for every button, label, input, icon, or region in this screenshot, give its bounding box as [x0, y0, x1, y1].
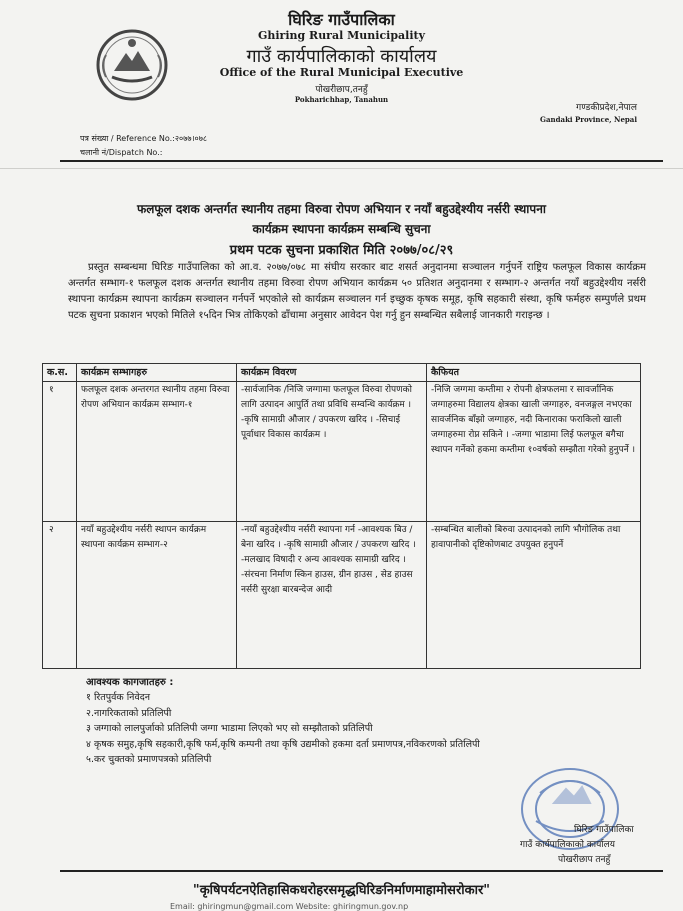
dispatch-number: चलानी नं/Dispatch No.:: [80, 148, 163, 157]
notice-title-line1: फलफूल दशक अन्तर्गत स्थानीय तहमा विरुवा रोपण अभियान र नयाँ बहुउद्देश्यीय नर्सरी स्थापना: [136, 202, 547, 216]
office-name-en: Office of the Rural Municipal Executive: [219, 66, 464, 79]
table-header-row: [43, 364, 641, 382]
address-en: Pokharichhap, Tanahun: [294, 95, 389, 104]
row-sn: २: [43, 522, 77, 669]
column-header-details: कार्यक्रम विवरण: [237, 364, 427, 382]
province-np: गण्डकीप्रदेश,नेपाल: [576, 103, 637, 113]
row-sn: १: [43, 382, 77, 522]
address-np: पोखरीछाप,तनहुँ: [315, 85, 368, 95]
footer-contact: Email: ghiringmun@gmail.com Website: ghiringmun.gov.np: [170, 902, 409, 911]
header-divider: [60, 160, 663, 162]
row-program: नयाँ बहुउद्देश्यीय नर्सरी स्थापन कार्यक्रम स्थापना कार्यक्रम सम्भाग-२: [77, 522, 237, 669]
column-header-sn: क.स.: [43, 364, 77, 382]
row-remarks: -निजि जग्गमा कम्तीमा २ रोपनी क्षेत्रफलमा र सावर्जानिक जग्गाहरुमा विद्यालय क्षेत्रका खाली जग्गाहरु, वनजङ्गल नभएका सावर्जनिक बाँझो जग्गाहरु, नदी किनाराका फराकिलो खाली जग्गाहरुमा रोप्न सकिने । -जग्गा भाडामा लिई फलफूल बगैचा स्थापन गर्नेको हकमा कम्तीमा १०वर्षको सम्झौता गरेको हुनुपर्ने ।: [427, 382, 641, 522]
notice-title-line2: कार्यक्रम स्थापना कार्यक्रम सम्बन्धि सुचना: [252, 222, 431, 236]
footer-slogan: "कृषिपर्यटनऐतिहासिकधरोहरसमृद्धघिरिङनिर्माणमाहामोसरोकार": [192, 883, 491, 898]
notice-publish-date: प्रथम पटक सुचना प्रकाशित मिति २०७७/०८/२९: [229, 243, 454, 258]
province-en: Gandaki Province, Nepal: [540, 115, 637, 124]
signature-line3: पोखरीछाप तनहुँ: [558, 855, 611, 865]
column-header-remarks: कैफियत: [427, 364, 641, 382]
program-table: [42, 363, 641, 669]
signature-line1: घिरिङ गाउँपालिका: [574, 825, 634, 835]
list-item: ४ कृषक समुह,कृषि सहकारी,कृषि फर्म,कृषि कम्पनी तथा कृषि उद्यमीको हकमा दर्ता प्रमाणपत्र,नविकरणको प्रतिलिपी: [86, 738, 480, 750]
list-item: २.नागरिकताको प्रतिलिपी: [86, 707, 172, 719]
list-item: ३ जग्गाको लालपुर्जाको प्रतिलिपी जग्गा भाडामा लिएको भए सो सम्झौताको प्रतिलिपी: [86, 723, 373, 734]
requirements-title: आवश्यक कागजातहरु :: [86, 677, 174, 688]
scan-line: [0, 168, 683, 169]
notice-paragraph: प्रस्तुत सम्बन्धमा घिरिङ गाउँपालिका को आ.व. २०७७/०७८ मा संघीय सरकार बाट शसर्त अनुदानमा सञ्चालन गर्नुपर्ने राष्ट्रिय फलफूल विकास कार्यक्रम अन्तर्गत सम्भाग-१ फलफूल दशक अन्तर्गत स्थानीय तहमा विरुवा रोपण अभियान कार्यक्रम ५० प्रतिशत अनुदानमा र सम्भाग-२ अन्तर्गत नयाँ बहुउद्देश्यीय नर्सरी स्थापना कार्यक्रम स्थापना कार्यक्रम सञ्चालन गर्नपर्ने भएकोले सो कार्यक्रम सञ्चालन गर्न इच्छुक कृषक समूह, कृषि सहकारी संस्था, कृषि फर्महरु सम्पुर्णले प्रथम पटक सुचना प्रकाशन भएको मितिले १५दिन भित्र तोकिएको ढाँचामा अनुसार आवेदन पेश गर्नु हुन सम्बन्धित सबैलाई जानकारी गराइन्छ ।: [68, 262, 646, 321]
row-program: फलफूल दशक अन्तरगत स्थानीय तहमा विरुवा रोपण अभियान कार्यक्रम सम्भाग-१: [77, 382, 237, 522]
requirements-list: [86, 690, 480, 768]
list-item: १ रितपुर्वक निवेदन: [86, 692, 151, 703]
column-header-program: कार्यक्रम सम्भागहरु: [77, 364, 237, 382]
table-row: [43, 522, 641, 669]
office-name-np: गाउँ कार्यपालिकाको कार्यालय: [246, 46, 437, 67]
row-details: -सार्वजानिक /निजि जग्गामा फलफूल विरुवा रोपणको लागि उत्पादन आपुर्ति तथा प्रविधि सम्वन्धि कार्यक्रम । -कृषि सामाग्री औजार / उपकरण खरिद । -सिचाई पूर्वाधार विकास कार्यक्रम ।: [237, 382, 427, 522]
signature-line2: गाउँ कार्यपालिकाको कार्यालय: [520, 840, 615, 850]
municipality-name-np: घिरिङ गाउँपालिका: [288, 10, 395, 29]
list-item: ५.कर चुक्तको प्रमाणपत्रको प्रतिलिपी: [86, 754, 212, 765]
municipality-name-en: Ghiring Rural Municipality: [257, 29, 425, 42]
row-details: -नयाँ बहुउद्देश्यीय नर्सरी स्थापना गर्न -आवश्यक बिउ /बेना खरिद । -कृषि सामाग्री औजार / उपकरण खरिद । -मलखाद विषादी र अन्य आवश्यक सामाग्री खरिद । -संरचना निर्माण स्किन हाउस, ग्रीन हाउस , सेड हाउस नर्सरी सुरक्षा बारबन्देज आदी: [237, 522, 427, 669]
footer-divider: [60, 870, 663, 872]
reference-number: पत्र संख्या / Reference No.:२०७७।०७८: [80, 134, 208, 143]
row-remarks: -सम्बन्धित बालीको बिरुवा उत्पादनको लागि भौगोलिक तथा हावापानीको दृष्टिकोणबाट उपयुक्त हनुपर्ने: [427, 522, 641, 669]
table-row: [43, 382, 641, 522]
